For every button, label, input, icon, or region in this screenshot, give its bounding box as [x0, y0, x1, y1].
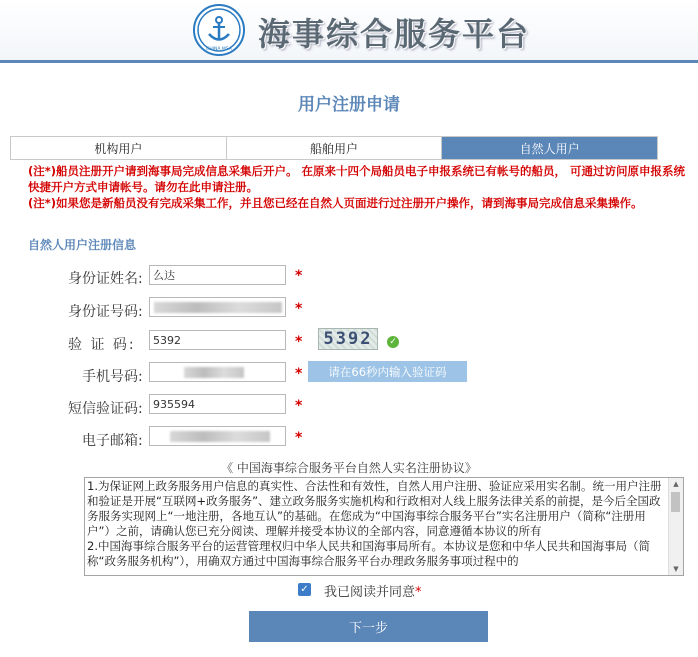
required-mark: *	[295, 268, 303, 284]
required-mark: *	[295, 398, 303, 414]
redacted-value	[170, 431, 270, 442]
anchor-icon	[196, 7, 242, 53]
next-step-button[interactable]: 下一步	[249, 611, 488, 642]
tab-ship-user[interactable]: 船舶用户	[227, 137, 443, 159]
logo-text: CHINA MSA	[206, 47, 232, 52]
agreement-text	[87, 479, 667, 569]
captcha-label: 验 证 码:	[68, 337, 136, 353]
required-mark: *	[295, 366, 303, 382]
note-new-seafarer: (注*)如果您是新船员没有完成采集工作，并且您已经在自然人页面进行过注册开户操作，请到海事局完成信息采集操作。	[28, 196, 643, 210]
agreement-scrollbar[interactable]	[668, 478, 683, 575]
phone-input[interactable]	[149, 362, 286, 382]
tab-organization-user[interactable]: 机构用户	[11, 137, 227, 159]
agreement-textarea[interactable]	[84, 477, 684, 576]
note-seafarer: (注*)船员注册开户请到海事局完成信息采集后开户。 在原来十四个局船员电子申报系统已有帐号的船员， 可通过访问原申报系统快捷开户方式申请帐号。请勿在此申请注册。	[28, 164, 686, 194]
scroll-down-arrow-icon[interactable]: ▼	[673, 565, 679, 573]
agreement-paragraph: 2.中国海事综合服务平台的运营管理权归中华人民共和国海事局所有。本协议是您和中华人民共和国海事局（简称“政务服务机构”），用确双方通过中国海事综合服务平台办理政务服务事项过程中的	[87, 539, 650, 568]
agreement-title: 《 中国海事综合服务平台自然人实名注册协议》	[221, 461, 477, 475]
captcha-input[interactable]	[149, 330, 286, 350]
name-label: 身份证姓名:	[68, 271, 143, 287]
page-title: 用户注册申请	[298, 95, 400, 115]
agree-label-text: 我已阅读并同意	[324, 585, 416, 600]
section-title: 自然人用户注册信息	[28, 238, 137, 252]
phone-label: 手机号码:	[82, 369, 143, 385]
registration-notes	[28, 163, 693, 211]
redacted-value	[184, 367, 244, 378]
scroll-up-arrow-icon[interactable]: ▲	[673, 480, 679, 488]
agreement-paragraph: 1.为保证网上政务服务用户信息的真实性、合法性和有效性，自然人用户注册、验证应采用实名制。统一用户注册和验证是开展“互联网+政务服务”、建立政务服务实施机构和行政相对人线上服务法律关系的前提，是今后全国政务服务实现网上“一地注册，各地互认”的基础。在您成为“中国海事综合服务平台”实名注册用户（简称“注册用户”）之前，请确认您已充分阅读、理解并接受本协议的全部内容，同意遵循本协议的所有	[87, 479, 662, 538]
email-input[interactable]	[149, 426, 286, 446]
id-number-label: 身份证号码:	[68, 304, 143, 320]
agree-checkbox[interactable]: ✓	[298, 583, 311, 596]
required-mark: *	[295, 301, 303, 317]
required-mark: *	[295, 334, 303, 350]
scroll-thumb[interactable]	[671, 492, 680, 512]
site-header	[0, 0, 698, 63]
required-mark: *	[295, 430, 303, 446]
sms-code-button[interactable]: 请在66秒内输入验证码	[308, 361, 467, 382]
email-label: 电子邮箱:	[82, 433, 143, 449]
user-type-tabs	[10, 136, 658, 160]
id-number-input[interactable]	[149, 297, 286, 317]
captcha-image[interactable]: 5392	[318, 328, 378, 350]
sms-code-input[interactable]	[149, 394, 286, 414]
agree-label[interactable]	[324, 581, 422, 600]
site-title: 海事综合服务平台	[258, 15, 531, 53]
tab-natural-person-user[interactable]: 自然人用户	[442, 137, 657, 159]
check-ok-icon: ✓	[387, 336, 399, 348]
name-input[interactable]	[149, 265, 286, 285]
msa-logo	[193, 4, 245, 56]
required-mark: *	[415, 585, 422, 600]
redacted-value	[154, 302, 282, 313]
sms-code-label: 短信验证码:	[68, 401, 143, 417]
